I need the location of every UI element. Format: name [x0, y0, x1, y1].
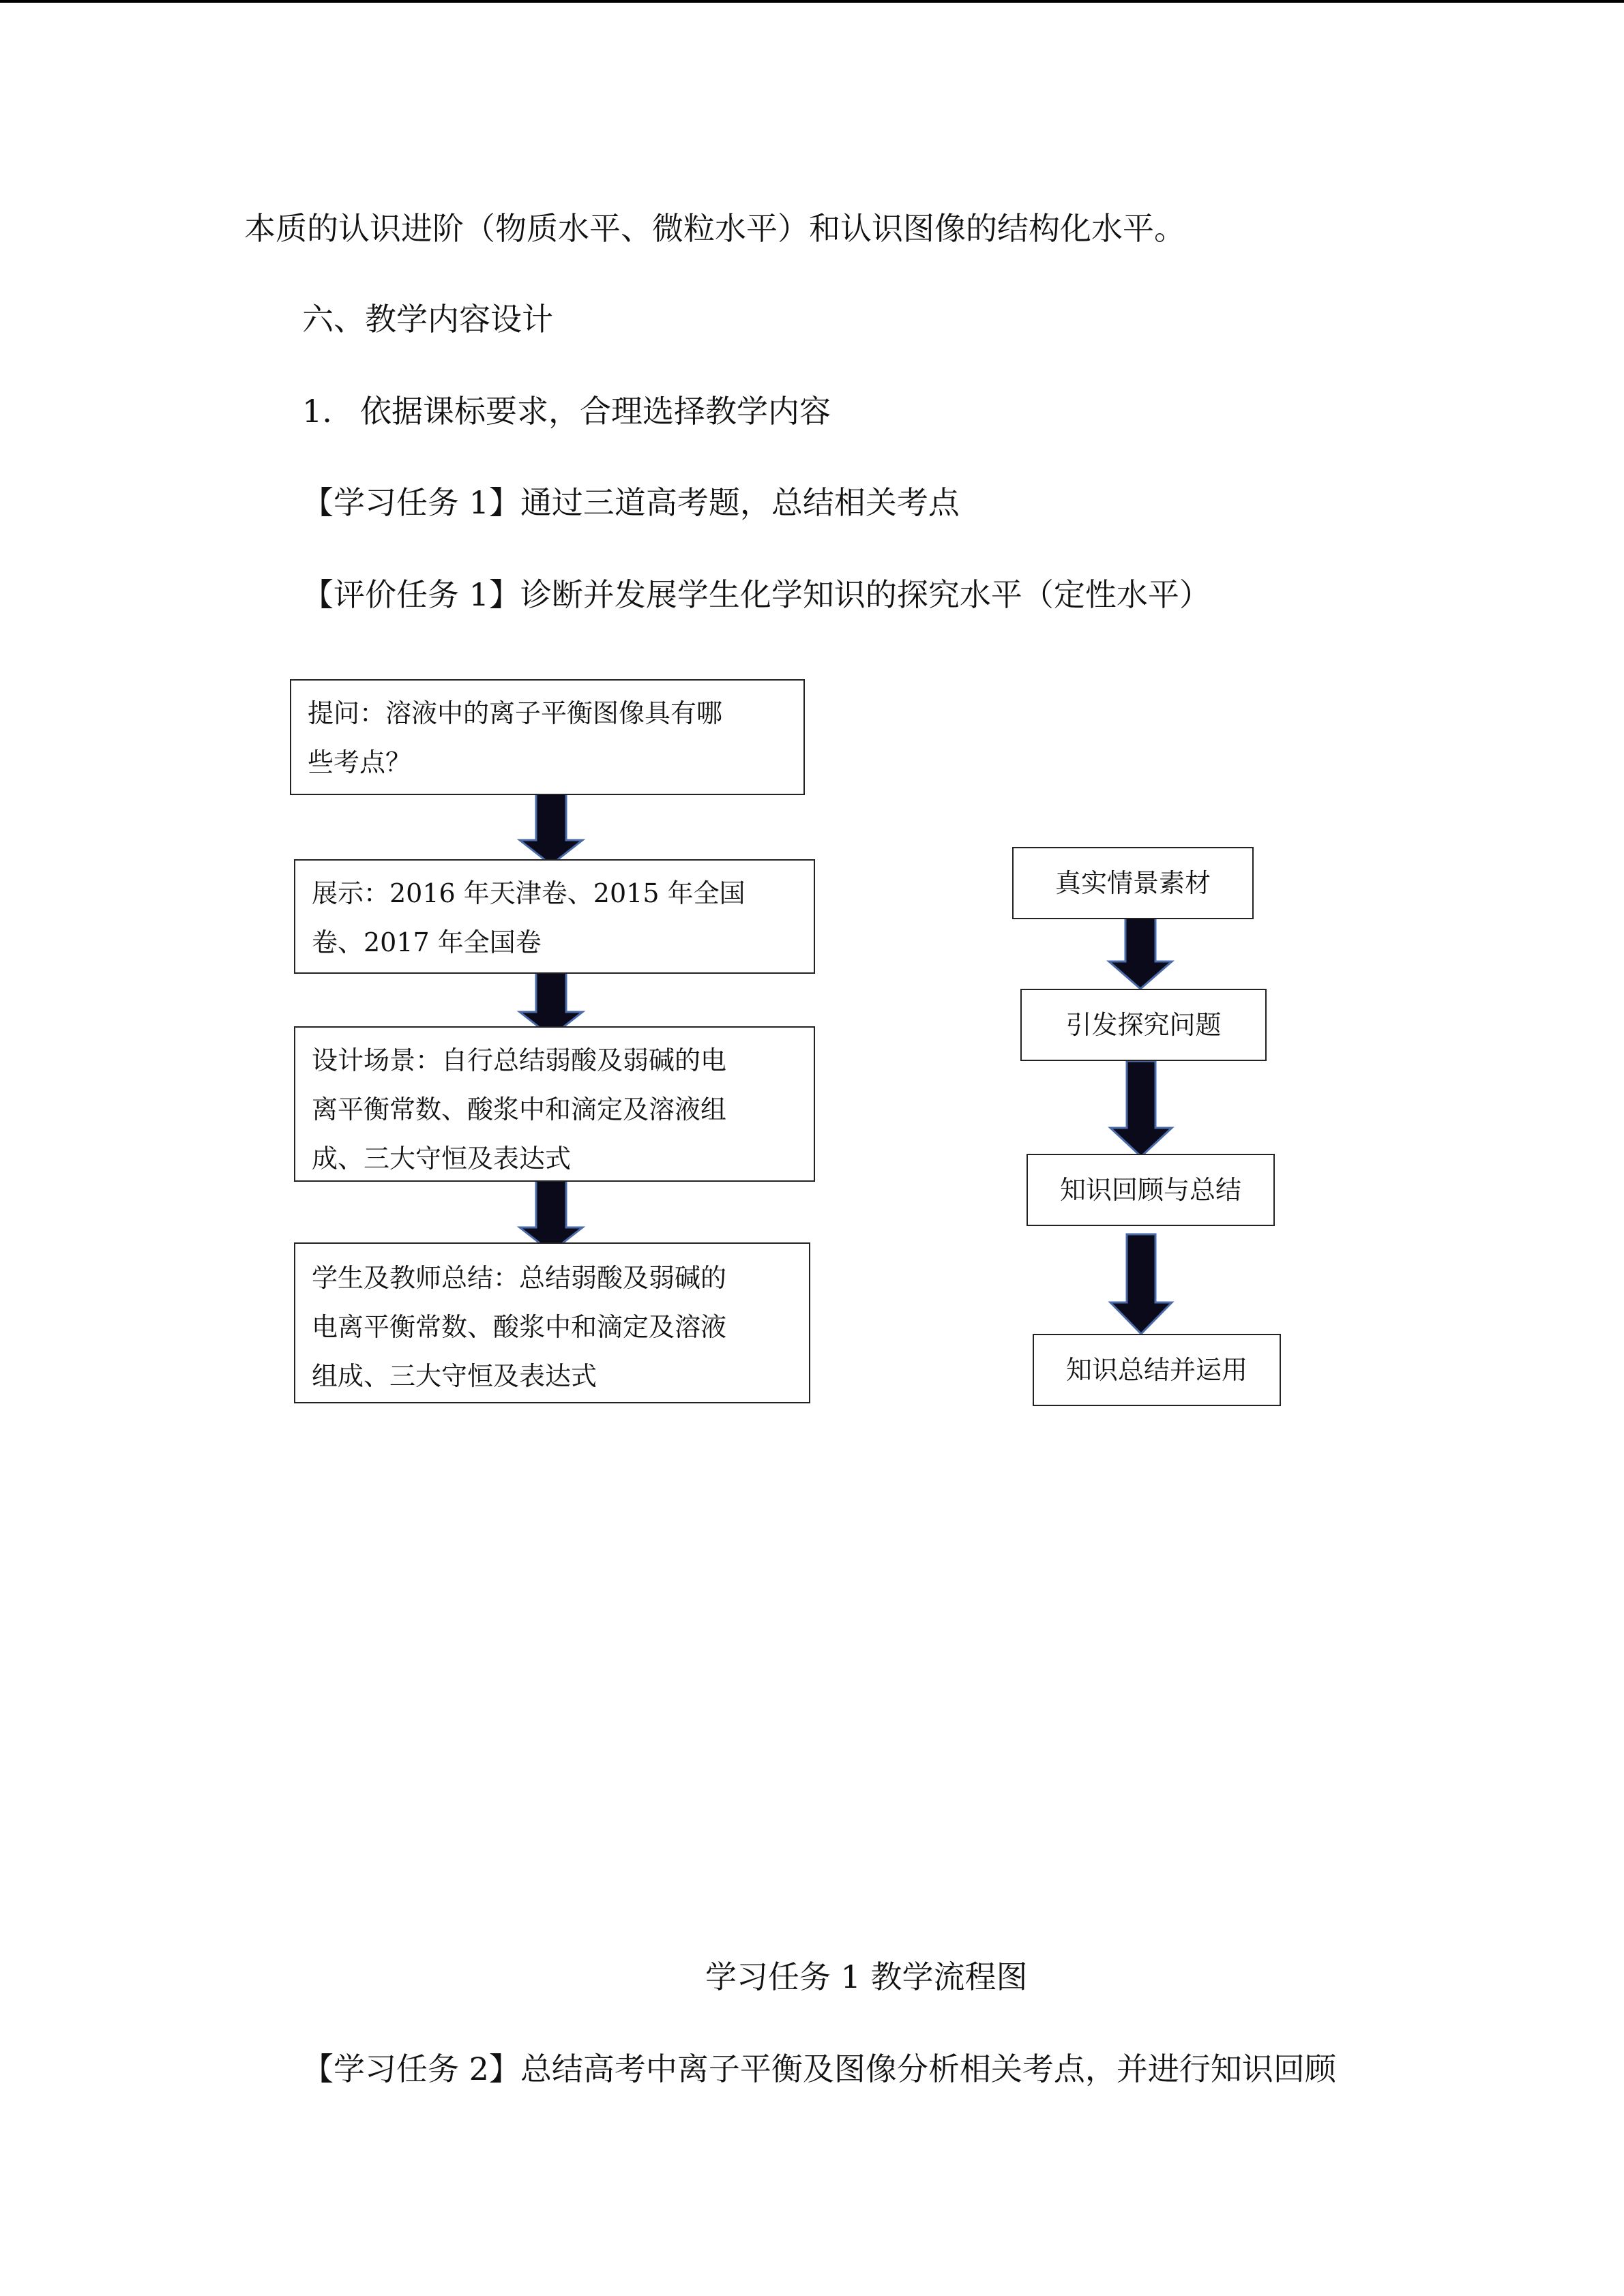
paragraph-intro: 本质的认识进阶（物质水平、微粒水平）和认识图像的结构化水平。	[244, 210, 1185, 247]
learning-task-1: 【学习任务 1】通过三道高考题，总结相关考点	[302, 484, 960, 521]
evaluation-task-1: 【评价任务 1】诊断并发展学生化学知识的探究水平（定性水平）	[302, 576, 1211, 613]
arrow-down-icon	[1110, 1234, 1172, 1334]
arrow-down-icon	[520, 794, 582, 865]
arrow-down-icon	[520, 1180, 582, 1252]
arrow-down-icon	[1110, 1061, 1172, 1157]
flow-box-question: 提问：溶液中的离子平衡图像具有哪 些考点？	[290, 679, 805, 795]
flow-box-inquiry-question: 引发探究问题	[1020, 989, 1267, 1061]
flow-box-review-summary: 知识回顾与总结	[1027, 1154, 1275, 1226]
flow-box-apply: 知识总结并运用	[1033, 1334, 1281, 1406]
flow-box-scenario: 设计场景：自行总结弱酸及弱碱的电 离平衡常数、酸浆中和滴定及溶液组 成、三大守恒及表达式	[294, 1026, 815, 1182]
flow-box-display: 展示：2016 年天津卷、2015 年全国 卷、2017 年全国卷	[294, 859, 815, 974]
learning-task-2: 【学习任务 2】总结高考中离子平衡及图像分析相关考点，并进行知识回顾	[302, 2051, 1336, 2087]
flow-box-summary: 学生及教师总结：总结弱酸及弱碱的 电离平衡常数、酸浆中和滴定及溶液 组成、三大守恒及表达式	[294, 1242, 810, 1403]
subsection-heading: 依据课标要求，合理选择教学内容	[360, 393, 831, 430]
figure-caption: 学习任务 1 教学流程图	[705, 1958, 1028, 1995]
section-heading: 六、教学内容设计	[302, 301, 553, 338]
subsection-number: 1.	[302, 393, 332, 430]
arrow-down-icon	[1109, 918, 1172, 989]
flow-box-real-material: 真实情景素材	[1012, 847, 1254, 919]
